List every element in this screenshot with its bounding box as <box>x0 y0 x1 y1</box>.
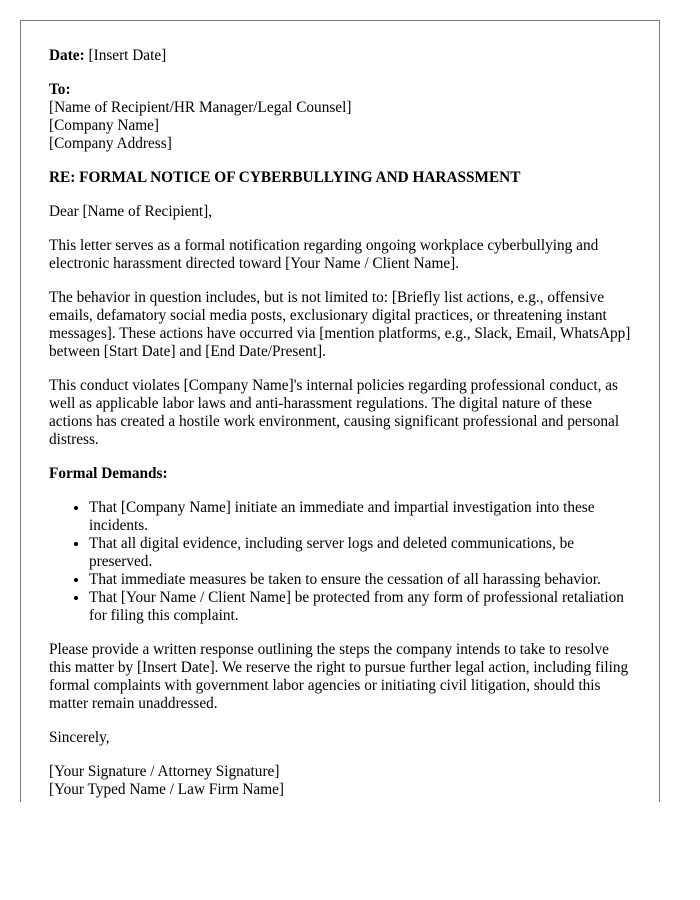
recipient-address: [Company Address] <box>49 135 172 152</box>
signoff: Sincerely, <box>49 729 110 746</box>
signature-block <box>49 763 631 799</box>
typed-name-line: [Your Typed Name / Law Firm Name] <box>49 781 285 798</box>
date-line <box>49 47 631 65</box>
salutation: Dear [Name of Recipient], <box>49 203 213 220</box>
signature-line: [Your Signature / Attorney Signature] <box>49 763 280 780</box>
recipient-company: [Company Name] <box>49 117 160 134</box>
body-paragraph-violation: This conduct violates [Company Name]'s internal policies regarding professional conduct, as well as applicable labor laws and anti-harassment regulations. The digital nature of these actions has created a hostile work environment, causing significant professional and personal distress. <box>49 377 620 448</box>
demand-item: • That immediate measures be taken to ensure the cessation of all harassing behavior. <box>89 571 631 589</box>
body-paragraph-notification: This letter serves as a formal notification regarding ongoing workplace cyberbullying and electronic harassment directed toward [Your Name / Client Name]. <box>49 237 599 272</box>
demand-item: • That all digital evidence, including server logs and deleted communications, be preserved. <box>89 535 631 571</box>
closing-paragraph: Please provide a written response outlining the steps the company intends to take to resolve this matter by [Insert Date]. We reserve the right to pursue further legal action, including filing formal complaints with government labor agencies or initiating civil litigation, should this matter remain unaddressed. <box>49 641 629 712</box>
demand-item: • That [Your Name / Client Name] be protected from any form of professional retaliation for filing this complaint. <box>89 589 631 625</box>
demands-list <box>49 499 631 625</box>
demands-heading: Formal Demands: <box>49 465 168 482</box>
recipient-block <box>49 81 631 153</box>
demand-item: • That [Company Name] initiate an immediate and impartial investigation into these incidents. <box>89 499 631 535</box>
letter-document <box>20 20 660 802</box>
body-paragraph-behavior: The behavior in question includes, but is not limited to: [Briefly list actions, e.g., offensive emails, defamatory social media posts, exclusionary digital practices, or threatening instant messages]. These actions have occurred via [mention platforms, e.g., Slack, Email, WhatsApp] between [Start Date] and [End Date/Present]. <box>49 289 631 360</box>
date-label: Date: <box>49 47 85 64</box>
recipient-label: To: <box>49 81 71 98</box>
recipient-name: [Name of Recipient/HR Manager/Legal Counsel] <box>49 99 352 116</box>
date-value: [Insert Date] <box>84 47 167 64</box>
subject-line: RE: FORMAL NOTICE OF CYBERBULLYING AND HARASSMENT <box>49 169 521 186</box>
